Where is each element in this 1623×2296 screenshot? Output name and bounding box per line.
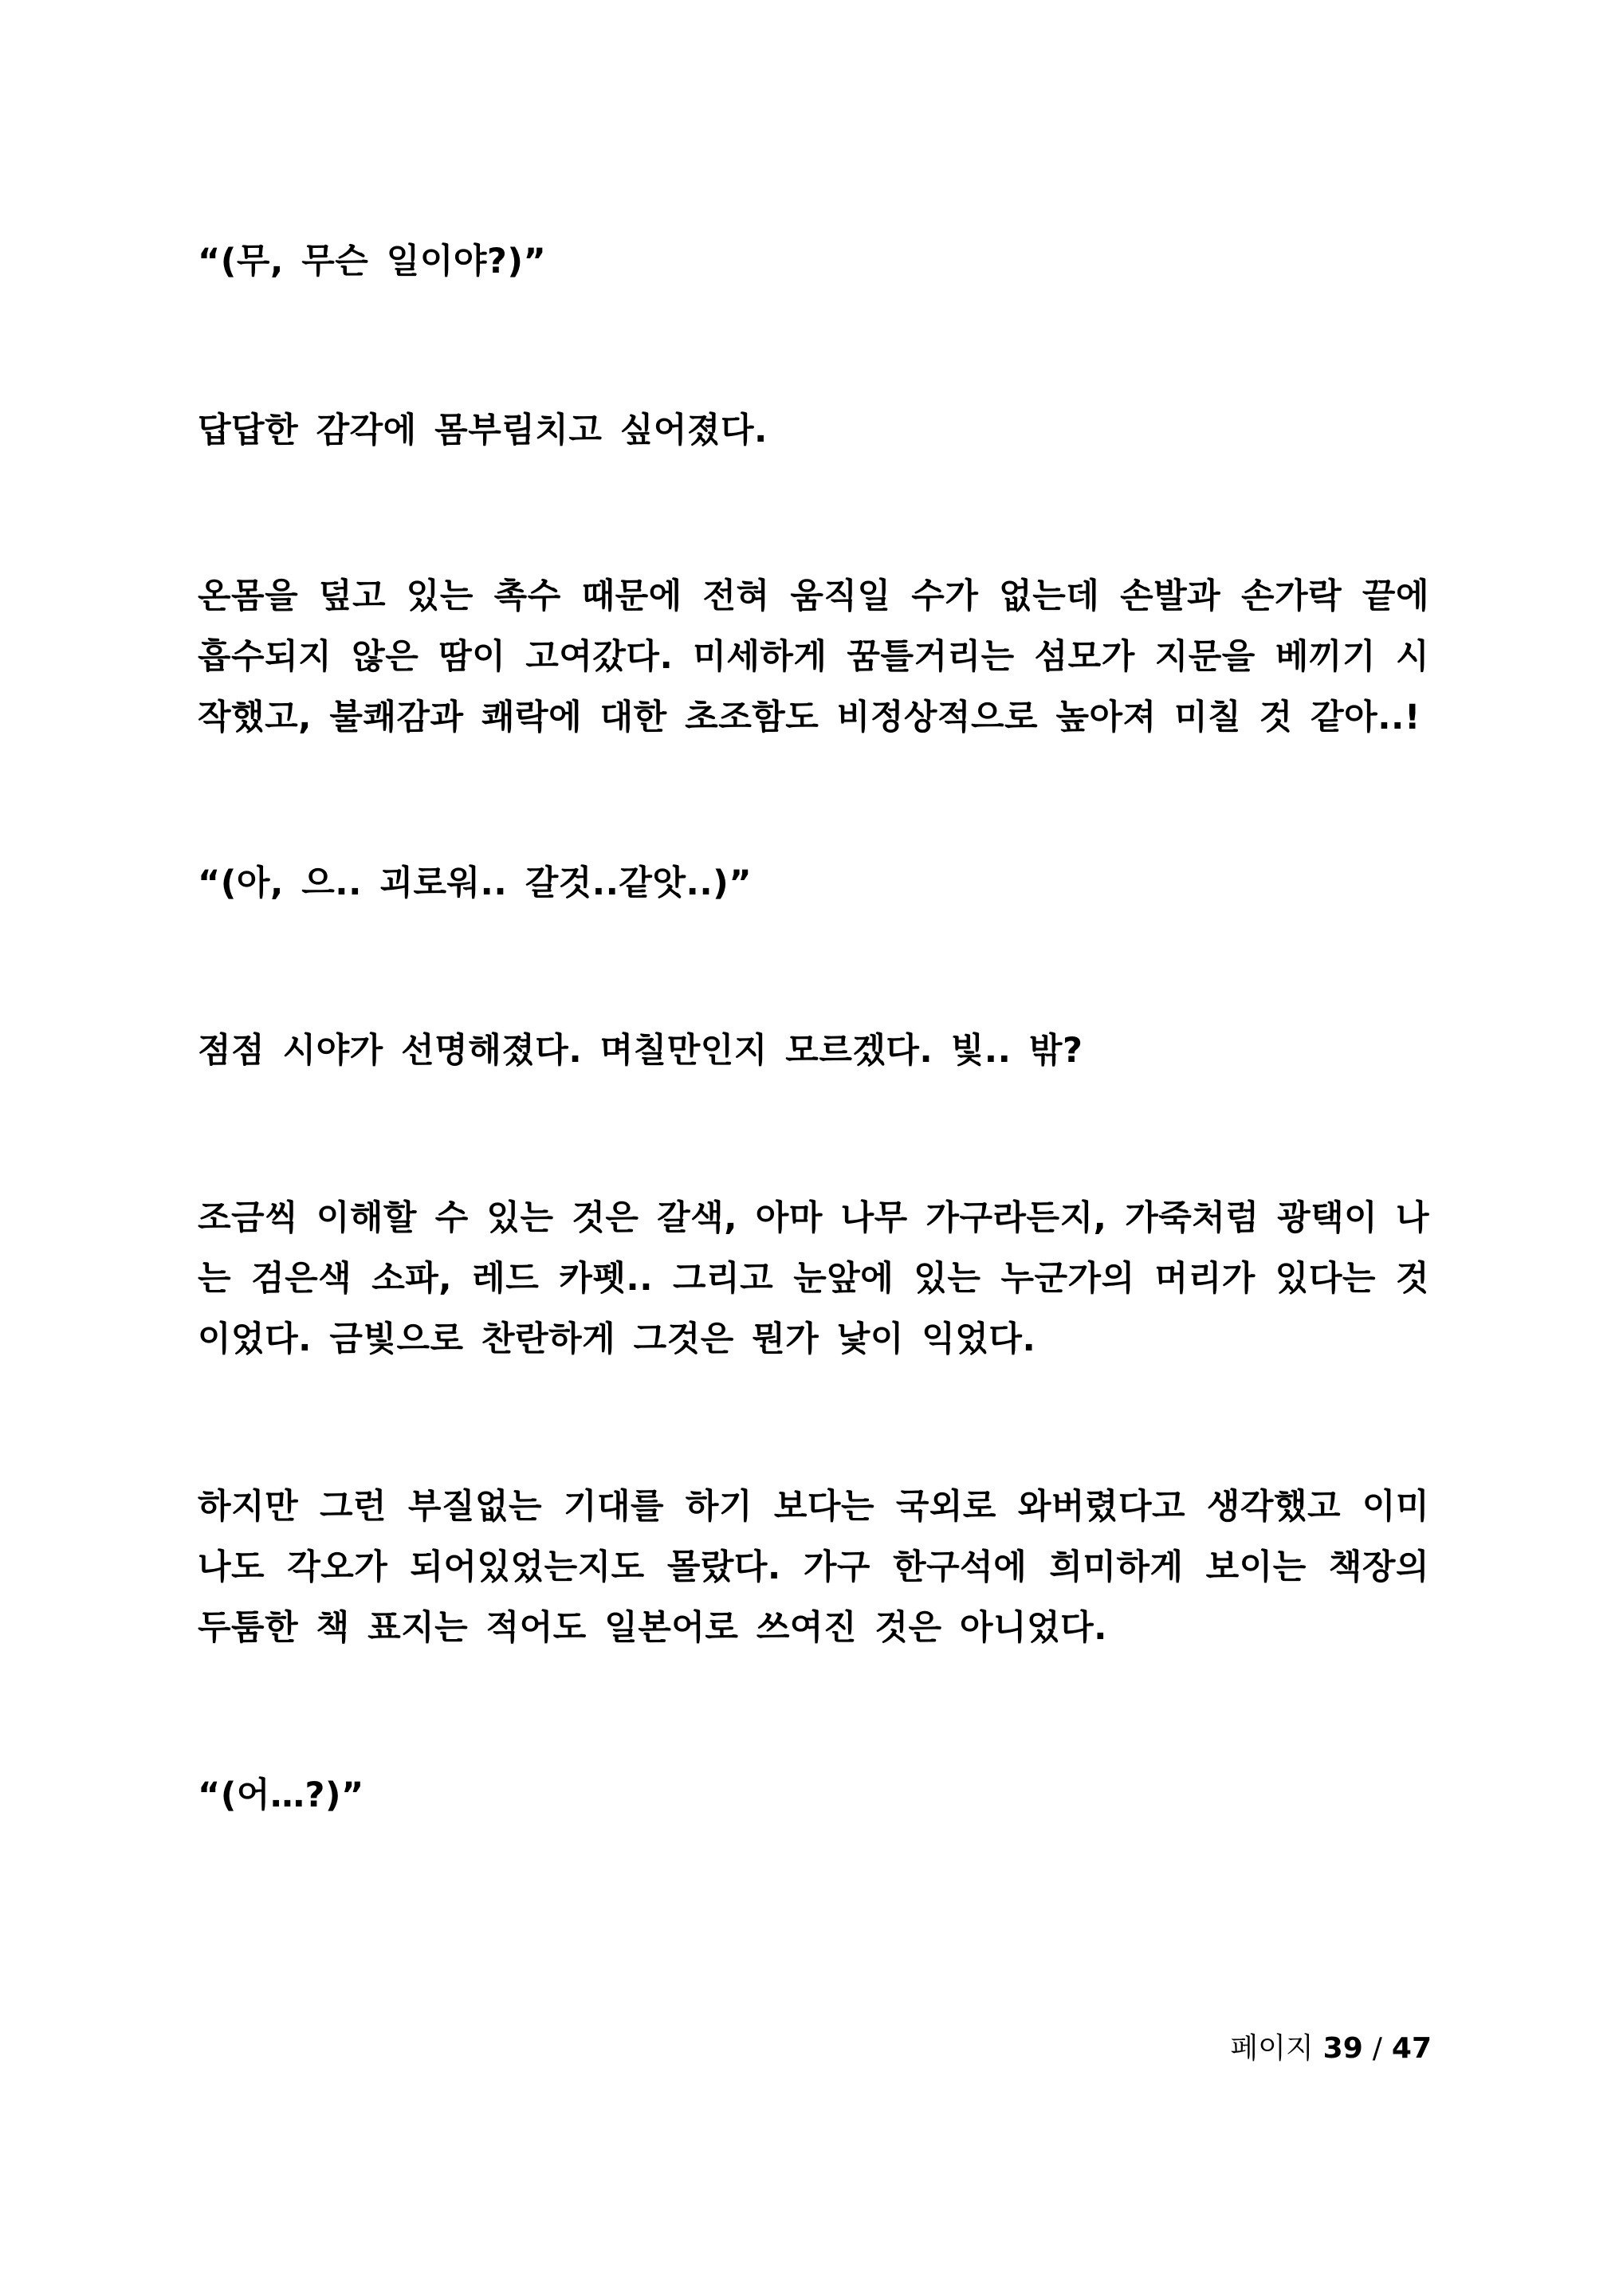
page-separator: / [1372,2032,1382,2065]
body-paragraph: 온몸을 덮고 있는 촉수 때문에 전혀 움직일 수가 없는데 손발과 손가락 끝에 흡수되지 않은 땀이 고여갔다. 미세하게 꿈틀거리는 섬모가 지문을 베끼기 시작했고, 불쾌감과 쾌락에 대한 초조함도 비정상적으로 높아져 미칠 것 같아..! [198,576,1429,737]
total-page-count: 47 [1391,2032,1432,2065]
page-label: 페이지 [1230,2032,1314,2065]
body-paragraph: 점점 시야가 선명해졌다. 며칠만인지 모르겠다. 빛.. 밖? [198,1031,1083,1071]
body-paragraph: 답답한 감각에 몸부림치고 싶어졌다. [198,411,768,450]
current-page-number: 39 [1322,2032,1363,2065]
dialogue-paragraph: “(아, 으.. 괴로워.. 갈것..같앗..)” [198,863,753,903]
dialogue-paragraph: “(어…?)” [198,1775,364,1815]
body-paragraph: 조금씩 이해할 수 있는 것은 갈색, 아마 나무 가구라든지, 가죽처럼 광택이 나는 검은색 소파, 레드 카펫.. 그리고 눈앞에 있는 누군가의 머리가 있다는 것이었다. 금빛으로 찬란하게 그것은 뭔가 낯이 익었다. [198,1198,1429,1359]
dialogue-paragraph: “(무, 무슨 일이야?)” [198,242,547,281]
body-paragraph: 하지만 그런 부질없는 기대를 하기 보다는 국외로 와버렸다고 생각했고 이미 나도 각오가 되어있었는지도 몰랐다. 가구 한구석에 희미하게 보이는 책장의 두툼한 책 표지는 적어도 일본어로 쓰여진 것은 아니었다. [198,1487,1429,1648]
page-number-footer [1230,2029,1432,2069]
